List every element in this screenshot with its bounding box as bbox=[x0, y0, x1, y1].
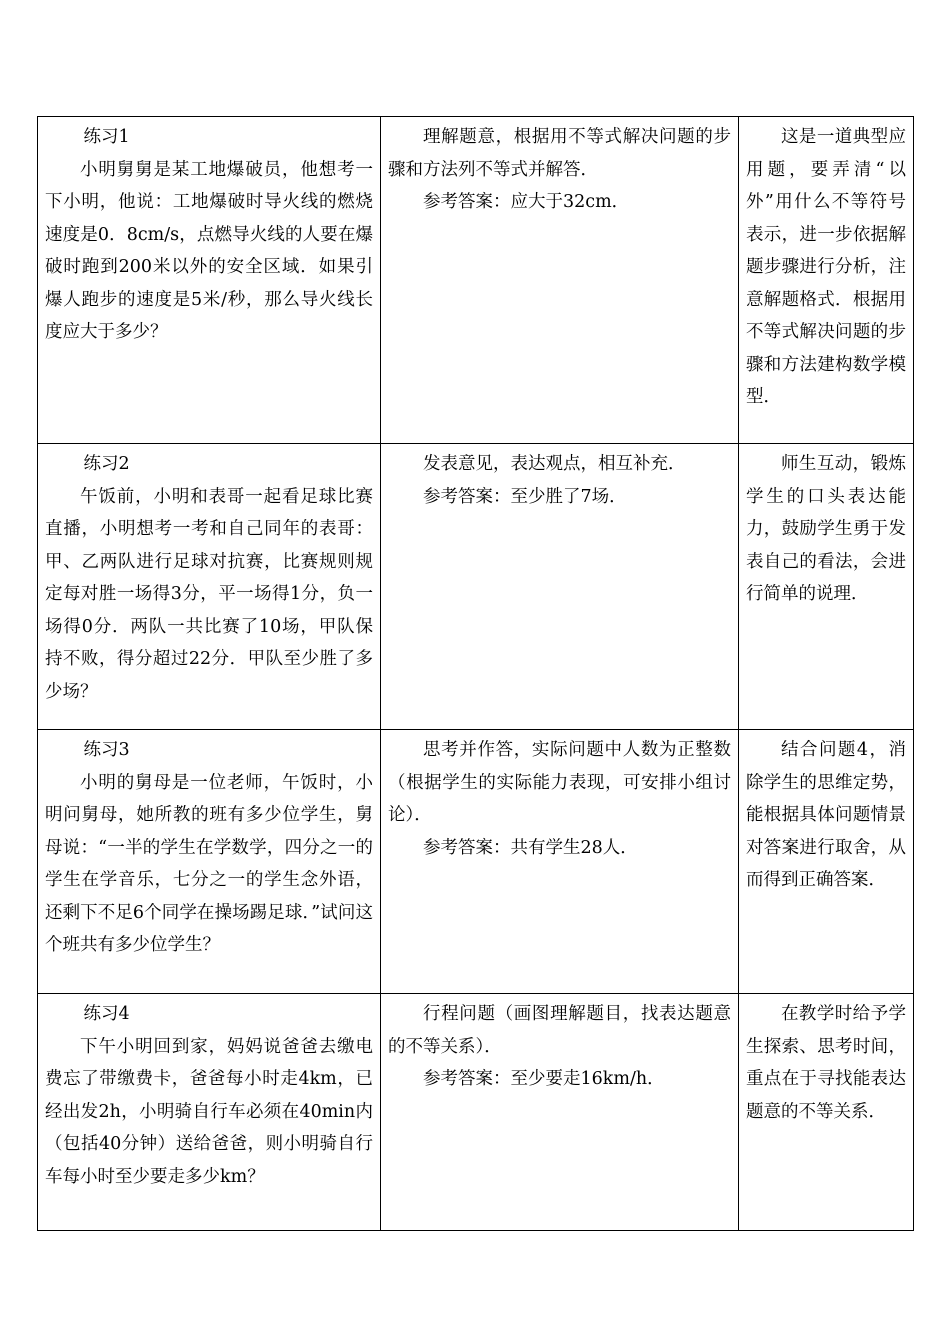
table-row bbox=[38, 994, 914, 1231]
table-row bbox=[38, 444, 914, 730]
student-activity-cell bbox=[381, 117, 739, 444]
table-row bbox=[38, 117, 914, 444]
student-activity: 行程问题（画图理解题目，找表达题意的不等关系）． bbox=[388, 1004, 731, 1057]
design-intent-cell bbox=[739, 730, 914, 994]
exercise-cell bbox=[38, 730, 381, 994]
lesson-table bbox=[37, 116, 914, 1231]
exercise-title: 练习1 bbox=[83, 127, 130, 147]
design-intent-cell bbox=[739, 994, 914, 1231]
reference-answer: 参考答案：至少胜了7场． bbox=[423, 486, 627, 507]
table-row bbox=[38, 730, 914, 994]
design-intent: 这是一道典型应用题，要弄清“以外”用什么不等符号表示，进一步依据解题步骤进行分析，注意解题格式．根据用不等式解决问题的步骤和方法建构数学模型． bbox=[746, 127, 906, 407]
design-intent-cell bbox=[739, 117, 914, 444]
design-intent-cell bbox=[739, 444, 914, 730]
exercise-text: 下午小明回到家，妈妈说爸爸去缴电费忘了带缴费卡，爸爸每小时走4km，已经出发2h，小明骑自行车必须在40min内（包括40分钟）送给爸爸，则小明骑自行车每小时至少要走多少km？ bbox=[45, 1036, 373, 1187]
student-activity: 理解题意，根据用不等式解决问题的步骤和方法列不等式并解答． bbox=[388, 127, 731, 180]
exercise-text: 小明舅舅是某工地爆破员，他想考一下小明，他说：工地爆破时导火线的燃烧速度是0．8cm/s，点燃导火线的人要在爆破时跑到200米以外的安全区域．如果引爆人跑步的速度是5米/秒，那么导火线长度应大于多少？ bbox=[45, 159, 373, 342]
student-activity-cell bbox=[381, 444, 739, 730]
exercise-cell bbox=[38, 117, 381, 444]
student-activity-cell bbox=[381, 730, 739, 994]
exercise-title: 练习2 bbox=[83, 454, 130, 474]
student-activity-cell bbox=[381, 994, 739, 1231]
reference-answer: 参考答案：至少要走16km/h． bbox=[423, 1069, 665, 1089]
exercise-title: 练习4 bbox=[83, 1004, 130, 1024]
exercise-title: 练习3 bbox=[83, 740, 130, 760]
exercise-cell bbox=[38, 444, 381, 730]
reference-answer: 参考答案：应大于32cm． bbox=[423, 192, 630, 212]
exercise-text: 午饭前，小明和表哥一起看足球比赛直播，小明想考一考和自己同年的表哥：甲、乙两队进行足球对抗赛，比赛规则规定每对胜一场得3分，平一场得1分，负一场得0分．两队一共比赛了10场，甲队保持不败，得分超过22分．甲队至少胜了多少场？ bbox=[45, 486, 373, 702]
reference-answer: 参考答案：共有学生28人． bbox=[423, 837, 638, 858]
student-activity: 思考并作答，实际问题中人数为正整数（根据学生的实际能力表现，可安排小组讨论）． bbox=[388, 740, 731, 825]
design-intent: 在教学时给予学生探索、思考时间，重点在于寻找能表达题意的不等关系． bbox=[746, 1004, 906, 1122]
exercise-text: 小明的舅母是一位老师，午饭时，小明问舅母，她所教的班有多少位学生，舅母说：“一半的学生在学数学，四分之一的学生在学音乐，七分之一的学生念外语，还剩下不足6个同学在操场踢足球．”试问这个班共有多少位学生？ bbox=[45, 772, 373, 955]
design-intent: 结合问题4，消除学生的思维定势，能根据具体问题情景对答案进行取舍，从而得到正确答案． bbox=[746, 740, 906, 890]
student-activity: 发表意见，表达观点，相互补充． bbox=[423, 454, 686, 474]
exercise-cell bbox=[38, 994, 381, 1231]
design-intent: 师生互动，锻炼学生的口头表达能力，鼓励学生勇于发表自己的看法，会进行简单的说理． bbox=[746, 454, 906, 604]
